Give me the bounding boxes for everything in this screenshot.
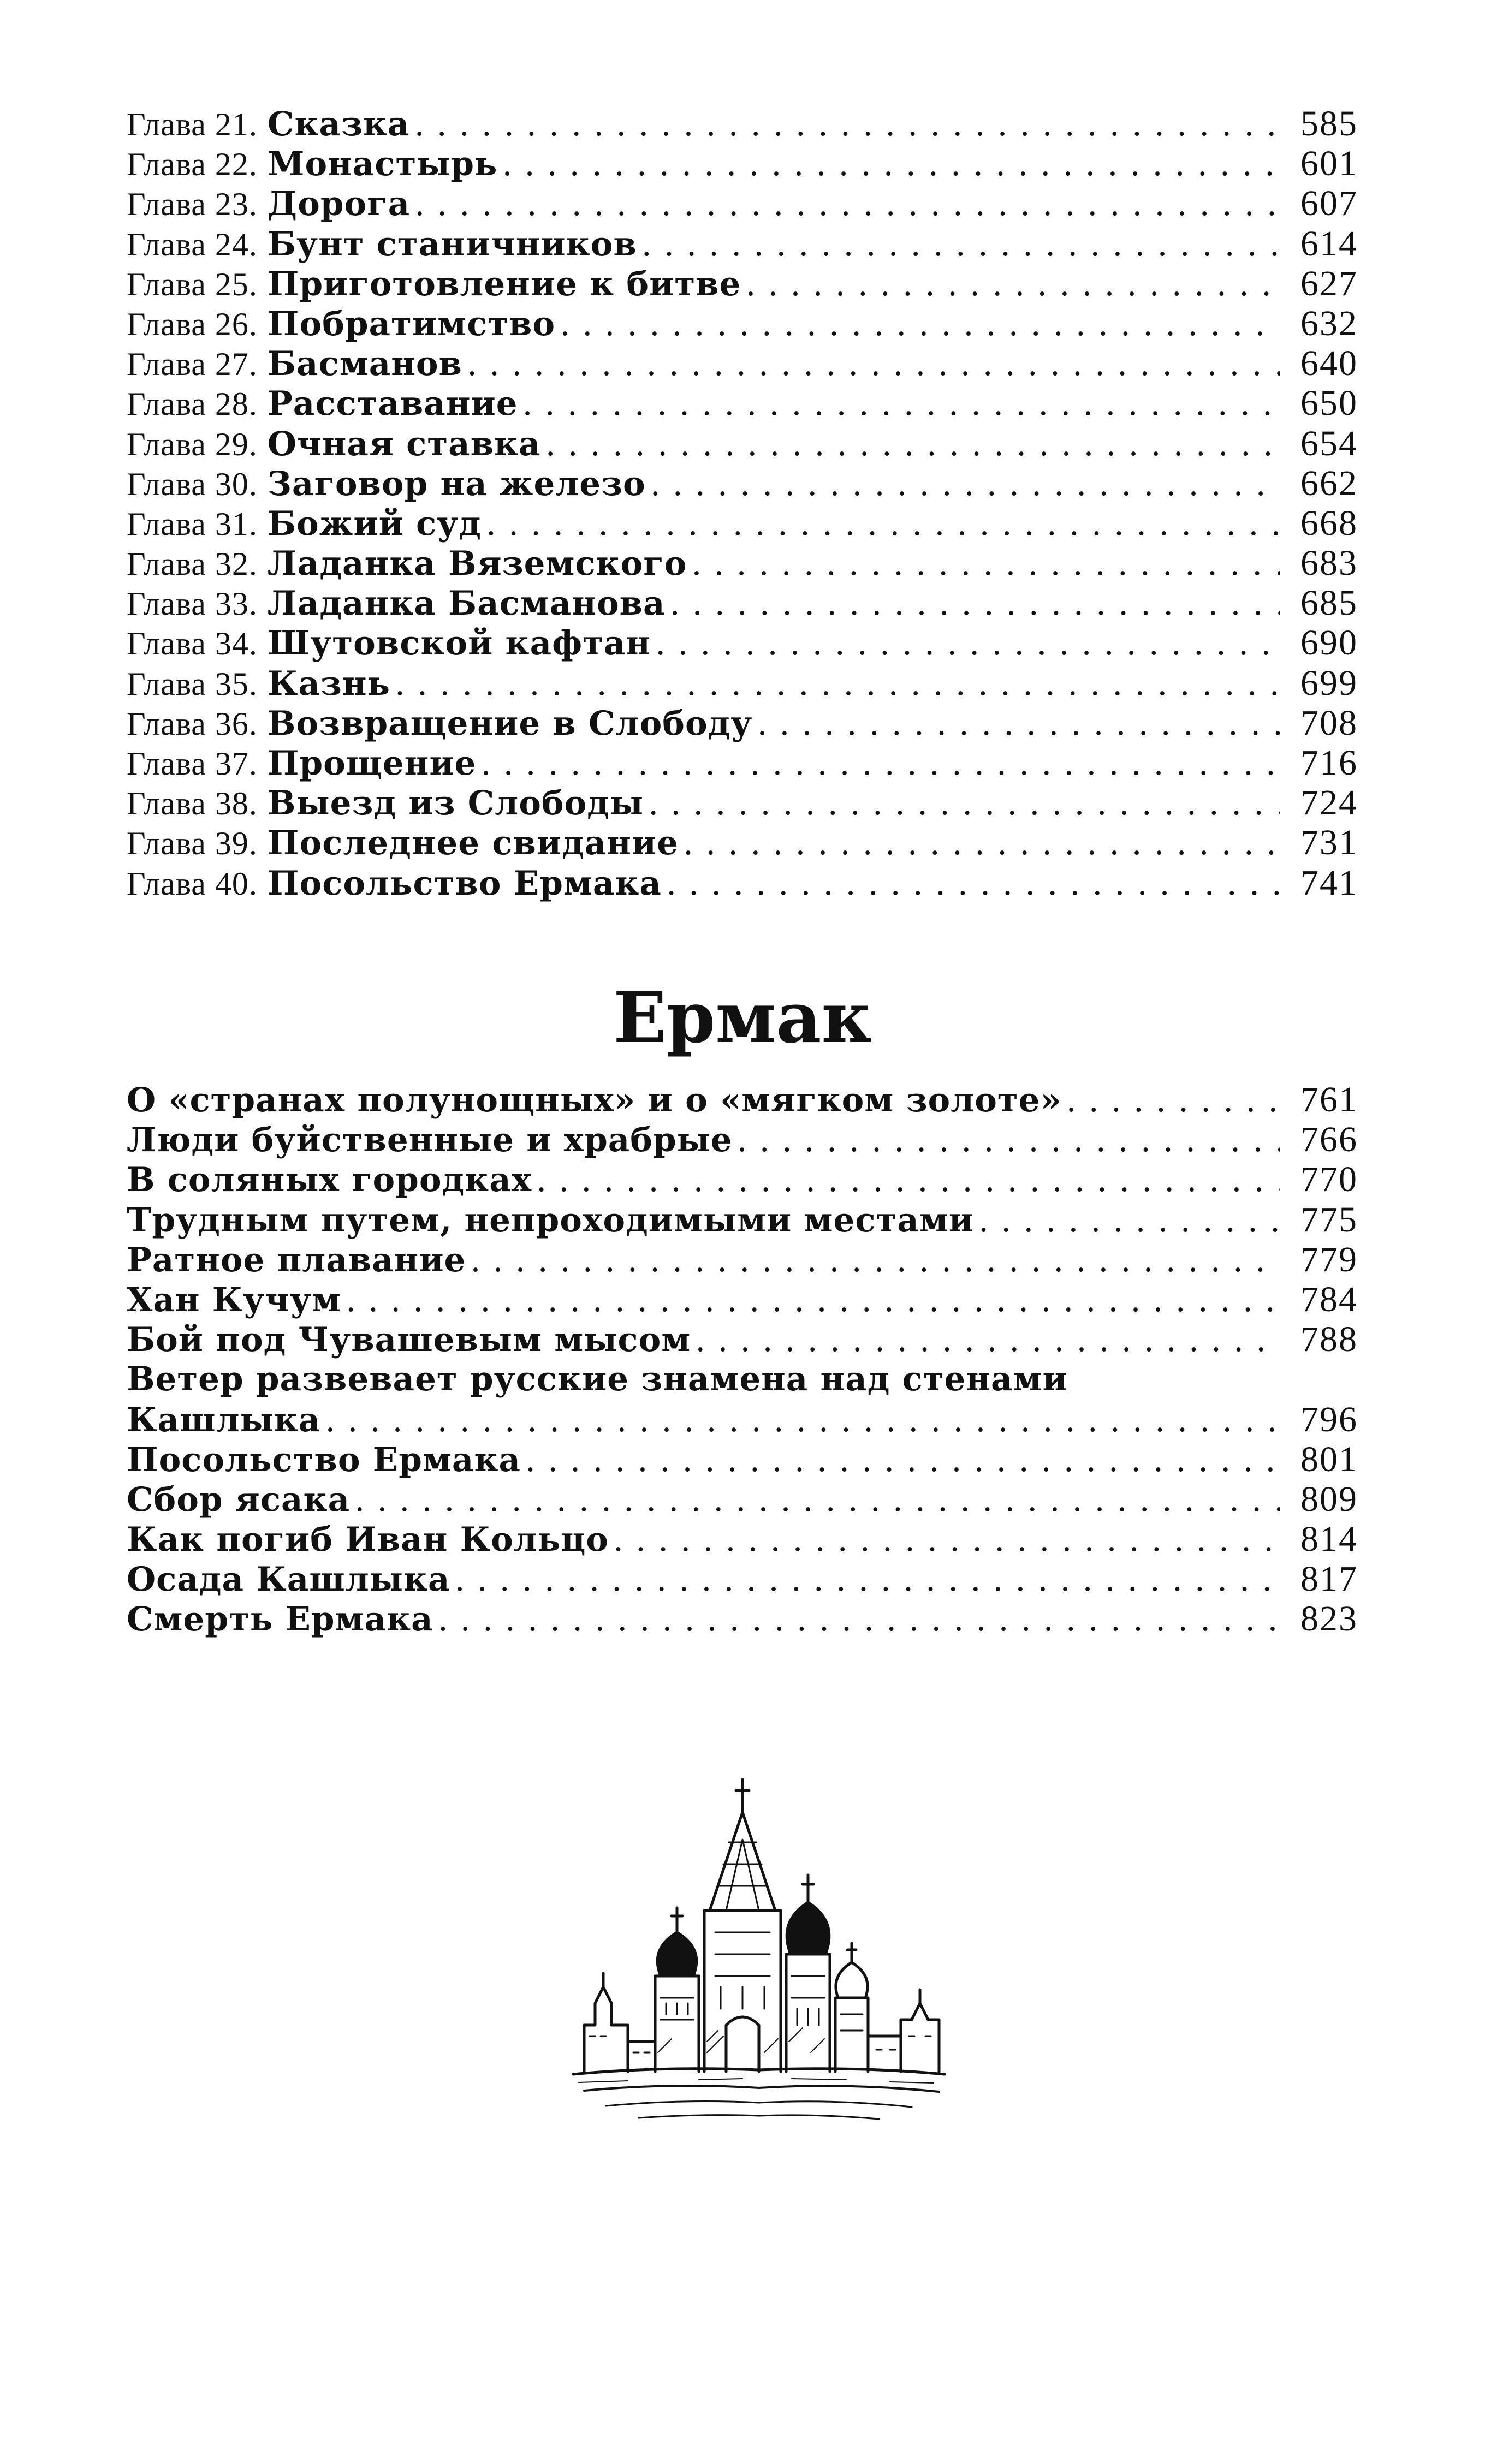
dot-leader <box>683 824 1280 862</box>
entry-title: О «странах полунощных» и о «мягком золоте» <box>127 1081 1062 1120</box>
chapter-number: Глава 38. <box>127 785 258 822</box>
dot-leader <box>522 384 1280 423</box>
chapter-number: Глава 21. <box>127 106 258 142</box>
page-number: 731 <box>1300 823 1358 863</box>
entry-title: В соляных городках <box>127 1160 532 1200</box>
chapter-number: Глава 34. <box>127 626 258 662</box>
page-number: 614 <box>1300 223 1358 264</box>
page-number: 775 <box>1300 1199 1358 1240</box>
page-number: 784 <box>1300 1279 1358 1319</box>
page-number: 654 <box>1300 423 1358 463</box>
cathedral-illustration-icon <box>562 1769 955 2140</box>
chapter-number: Глава 36. <box>127 705 258 742</box>
toc-entry[interactable] <box>127 343 1358 383</box>
dot-leader <box>670 584 1280 623</box>
entry-title: Как погиб Иван Кольцо <box>127 1520 609 1560</box>
chapter-title: Ладанка Вяземского <box>267 544 687 584</box>
toc-entry[interactable] <box>127 1400 1358 1439</box>
dot-leader <box>354 1480 1280 1519</box>
chapter-title: Дорога <box>267 184 411 224</box>
toc-entry[interactable] <box>127 224 1358 264</box>
dot-leader <box>480 744 1280 783</box>
dot-leader <box>325 1401 1280 1439</box>
dot-leader <box>648 784 1280 823</box>
toc-entry[interactable] <box>127 823 1358 862</box>
chapter-title: Побратимство <box>267 304 556 343</box>
dot-leader <box>695 1320 1280 1359</box>
page-number: 796 <box>1300 1399 1358 1439</box>
chapter-number: Глава 30. <box>127 466 258 502</box>
toc-entry[interactable] <box>127 1159 1358 1199</box>
chapter-title: Расставание <box>267 384 518 424</box>
page-number: 632 <box>1300 303 1358 343</box>
toc-entry[interactable] <box>127 1559 1358 1599</box>
toc-entry[interactable] <box>127 583 1358 623</box>
dot-leader <box>525 1441 1280 1479</box>
page-number: 823 <box>1300 1599 1358 1639</box>
chapter-title: Божий суд <box>267 504 482 543</box>
page-number: 662 <box>1300 463 1358 503</box>
chapter-number: Глава 39. <box>127 825 258 862</box>
dot-leader <box>346 1281 1280 1319</box>
chapter-number: Глава 40. <box>127 865 258 902</box>
dot-leader <box>545 425 1280 463</box>
entry-title: Осада Кашлыка <box>127 1560 450 1599</box>
chapter-number: Глава 23. <box>127 186 258 223</box>
toc-entry[interactable] <box>127 703 1358 743</box>
toc-entry[interactable] <box>127 1519 1358 1559</box>
page-number: 761 <box>1300 1080 1358 1120</box>
chapter-number: Глава 29. <box>127 426 258 462</box>
dot-leader <box>745 265 1280 303</box>
dot-leader <box>467 344 1280 383</box>
page-number: 766 <box>1300 1120 1358 1160</box>
dot-leader <box>1066 1081 1280 1120</box>
toc-entry[interactable] <box>127 503 1358 543</box>
page-number: 716 <box>1300 743 1358 783</box>
page-number: 708 <box>1300 703 1358 743</box>
dot-leader <box>666 864 1280 903</box>
toc-ermak-list <box>127 1080 1358 1639</box>
chapter-title: Приготовление к битве <box>267 264 741 303</box>
entry-title: Кашлыка <box>127 1400 321 1439</box>
page-number: 809 <box>1300 1479 1358 1519</box>
chapter-number: Глава 32. <box>127 546 258 582</box>
page-number: 668 <box>1300 503 1358 543</box>
dot-leader <box>737 1121 1280 1159</box>
toc-entry[interactable] <box>127 663 1358 703</box>
entry-title: Хан Кучум <box>127 1280 341 1319</box>
toc-entry[interactable] <box>127 783 1358 823</box>
entry-title: Люди буйственные и храбрые <box>127 1121 733 1160</box>
chapter-title: Очная ставка <box>267 424 541 463</box>
dot-leader <box>414 105 1280 144</box>
toc-entry[interactable] <box>127 1240 1358 1279</box>
toc-entry[interactable] <box>127 743 1358 783</box>
dot-leader <box>560 305 1280 343</box>
chapter-number: Глава 27. <box>127 346 258 383</box>
chapter-title: Басманов <box>267 344 462 384</box>
entry-title: Посольство Ермака <box>127 1440 521 1479</box>
toc-entry[interactable] <box>127 1200 1358 1240</box>
page-number: 683 <box>1300 543 1358 584</box>
page-number: 788 <box>1300 1319 1358 1360</box>
dot-leader <box>757 704 1280 743</box>
chapter-title: Шутовской кафтан <box>267 624 651 663</box>
page-number: 724 <box>1300 783 1358 823</box>
chapter-number: Глава 33. <box>127 586 258 622</box>
page-number: 685 <box>1300 583 1358 623</box>
chapter-title: Последнее свидание <box>267 824 679 863</box>
chapter-title: Монастырь <box>267 145 498 184</box>
toc-entry[interactable] <box>127 623 1358 663</box>
toc-entry[interactable] <box>127 1319 1358 1359</box>
chapter-number: Глава 24. <box>127 226 258 263</box>
toc-entry[interactable] <box>127 104 1358 144</box>
page-number: 650 <box>1300 383 1358 424</box>
page-number: 814 <box>1300 1519 1358 1560</box>
entry-title: Трудным путем, непроходимыми местами <box>127 1200 975 1240</box>
dot-leader <box>455 1560 1280 1599</box>
chapter-title: Возвращение в Слободу <box>267 704 753 743</box>
toc-entry[interactable] <box>127 383 1358 423</box>
entry-title: Ратное плавание <box>127 1240 466 1279</box>
chapter-title: Посольство Ермака <box>267 864 662 903</box>
dot-leader <box>438 1600 1280 1639</box>
chapter-number: Глава 28. <box>127 386 258 422</box>
chapter-title: Выезд из Слободы <box>267 784 644 823</box>
toc-entry[interactable] <box>127 1439 1358 1479</box>
page-number: 627 <box>1300 263 1358 303</box>
dot-leader <box>502 145 1280 183</box>
chapter-title: Прощение <box>267 744 477 783</box>
dot-leader <box>470 1241 1280 1279</box>
chapter-title: Казнь <box>267 664 390 703</box>
page-number: 690 <box>1300 623 1358 663</box>
section-heading: Ермак <box>613 977 872 1059</box>
toc-entry[interactable] <box>127 463 1358 503</box>
chapter-number: Глава 26. <box>127 306 258 342</box>
toc-entry[interactable] <box>127 303 1358 343</box>
toc-entry[interactable] <box>127 1479 1358 1519</box>
page-number: 779 <box>1300 1239 1358 1279</box>
toc-entry[interactable] <box>127 1120 1358 1159</box>
dot-leader <box>486 504 1280 543</box>
chapter-title: Сказка <box>267 105 410 144</box>
dot-leader <box>395 664 1280 703</box>
toc-entry-first-line[interactable] <box>127 1359 1358 1399</box>
chapter-title: Бунт станичников <box>267 224 637 264</box>
page-number: 770 <box>1300 1159 1358 1200</box>
dot-leader <box>414 184 1280 223</box>
dot-leader <box>641 225 1280 264</box>
entry-title: Ветер развевает русские знамена над стенами <box>127 1360 1068 1399</box>
entry-title: Бой под Чувашевым мысом <box>127 1320 691 1360</box>
page-number: 801 <box>1300 1439 1358 1479</box>
dot-leader <box>536 1160 1280 1199</box>
chapter-number: Глава 37. <box>127 746 258 782</box>
toc-chapters-list <box>127 104 1358 903</box>
page-number: 607 <box>1300 183 1358 224</box>
entry-title: Смерть Ермака <box>127 1600 433 1639</box>
dot-leader <box>978 1201 1280 1240</box>
dot-leader <box>650 465 1280 503</box>
toc-entry[interactable] <box>127 1599 1358 1639</box>
toc-entry[interactable] <box>127 144 1358 183</box>
page-number: 585 <box>1300 104 1358 144</box>
dot-leader <box>655 624 1280 663</box>
toc-entry[interactable] <box>127 264 1358 303</box>
toc-entry[interactable] <box>127 863 1358 903</box>
toc-entry[interactable] <box>127 424 1358 463</box>
page-number: 817 <box>1300 1559 1358 1599</box>
toc-entry[interactable] <box>127 183 1358 223</box>
dot-leader <box>691 544 1280 583</box>
chapter-number: Глава 22. <box>127 146 258 183</box>
page-number: 640 <box>1300 343 1358 384</box>
toc-entry[interactable] <box>127 1279 1358 1319</box>
dot-leader <box>613 1520 1280 1559</box>
entry-title: Сбор ясака <box>127 1480 351 1519</box>
page-number: 699 <box>1300 663 1358 703</box>
chapter-number: Глава 31. <box>127 505 258 542</box>
chapter-title: Ладанка Басманова <box>267 584 666 623</box>
chapter-number: Глава 25. <box>127 266 258 302</box>
chapter-number: Глава 35. <box>127 665 258 702</box>
page-number: 601 <box>1300 144 1358 184</box>
page-number: 741 <box>1300 862 1358 903</box>
chapter-title: Заговор на железо <box>267 464 646 503</box>
toc-entry[interactable] <box>127 1080 1358 1120</box>
toc-entry[interactable] <box>127 543 1358 583</box>
